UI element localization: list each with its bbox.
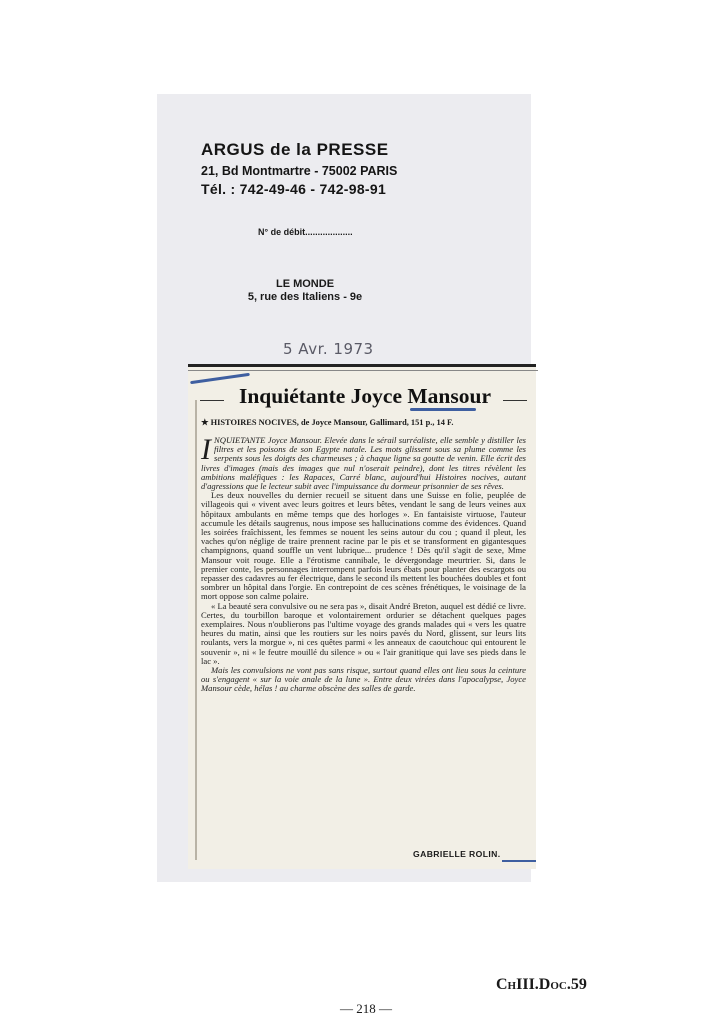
article-author: GABRIELLE ROLIN. xyxy=(413,849,501,859)
newspaper-address: 5, rue des Italiens - 9e xyxy=(247,291,363,303)
date-stamp: 5 Avr. 1973 xyxy=(283,340,374,358)
margin-mark xyxy=(195,400,197,860)
paragraph-1 xyxy=(201,433,526,492)
article-title: Inquiétante Joyce Mansour xyxy=(238,384,492,408)
agency-address: 21, Bd Montmartre - 75002 PARIS xyxy=(201,164,398,178)
agency-name: ARGUS de la PRESSE xyxy=(201,140,389,159)
paragraph-2: Les deux nouvelles du dernier recueil se situent dans une Suisse en folie, peuplée de villageois qui « vivent avec leurs goitres et leurs bêtes, vendant le sang de leurs veines aux hôpitaux ambulants en même temps que des horloges ». En fantaisiste virtuose, l'auteur accumule les détails saugrenus, nous impose ses hallucinations comme des évidences. Quand les soirées fraîchissent, les femmes se nouent les seins autour du cou ; quand il pleut, les vaches qu'on néglige de traire prennent racine par le pis et se transforment en gigantesques champignons, quand souffle un vent lubrique... prudence ! Dès qu'il s'agit de sexe, Mme Mansour voit rouge. Elle a l'érotisme cannibale, le dévergondage meurtrier. Si, dans le premier conte, les personnages interrompent parfois leurs ébats pour planter des escargots ou repasser des cadavres au fer électrique, dans le second ils mettent les bouchées doubles et font sombrer un hôpital dans l'orgie. En contrepoint de ces scènes frénétiques, le voisinage de la mort oppose son calme polaire. xyxy=(201,490,526,602)
newspaper-block xyxy=(240,278,370,303)
drop-cap: I xyxy=(201,433,211,466)
article-body xyxy=(201,433,526,694)
clipping-edge-line xyxy=(188,370,538,371)
article-subhead: ★ HISTOIRES NOCIVES, de Joyce Mansour, Gallimard, 151 p., 14 F. xyxy=(201,418,454,427)
signature-ink-mark xyxy=(502,860,536,862)
paragraph-4: Mais les convulsions ne vont pas sans risque, surtout quand elles ont lieu sous la ceinture ou s'engagent « sur la voie anale de la lune ». Entre deux virées dans l'apocalypse, Joyce Mansour cède, hélas ! au charme obscène des salles de garde. xyxy=(201,665,526,694)
agency-header xyxy=(201,140,397,197)
title-underline-mark xyxy=(410,408,476,411)
paragraph-3: « La beauté sera convulsive ou ne sera pas », disait André Breton, auquel est dédié ce livre. Certes, du tourbillon baroque et volontairement ordurier se détachent quelques pages exemplaires. Nous n'oublierons pas l'ultime voyage des grands malades qui « vers les quatre heures du matin, ainsi que les routiers sur les noirs pavés du Nord, glissent, sur leurs lits roulants, vers la morgue », ni ces quêtes parmi « les anneaux de caoutchouc qui entourent le souvenir », ni « le feutre mouillé du silence » ou « l'air granitique qui lave ses pieds dans le lac ». xyxy=(201,600,526,666)
debit-number-label: N° de débit................... xyxy=(258,227,353,237)
document-id: ChIII.Doc.59 xyxy=(496,976,587,993)
agency-phone: Tél. : 742-49-46 - 742-98-91 xyxy=(201,181,387,197)
paragraph-1-text: NQUIETANTE Joyce Mansour. Elevée dans le sérail surréaliste, elle semble y distiller les filtres et les poisons de son Egypte natale. Les mots glissent sous sa plume comme les serpents sous les doigts des charmeuses ; à chaque ligne sa goutte de venin. Elle écrit des livres d'images (mais des images que nul n'oserait peindre), dont les titres révèlent les ambitions maléfiques : les Rapaces, Carré blanc, aujourd'hui Histoires nocives, autant d'agressions que le lecteur subit avec l'impuissance du dormeur prisonnier de ses rêves. xyxy=(201,435,526,492)
newspaper-name: LE MONDE xyxy=(275,278,335,290)
page-number: — 218 — xyxy=(340,1001,392,1016)
